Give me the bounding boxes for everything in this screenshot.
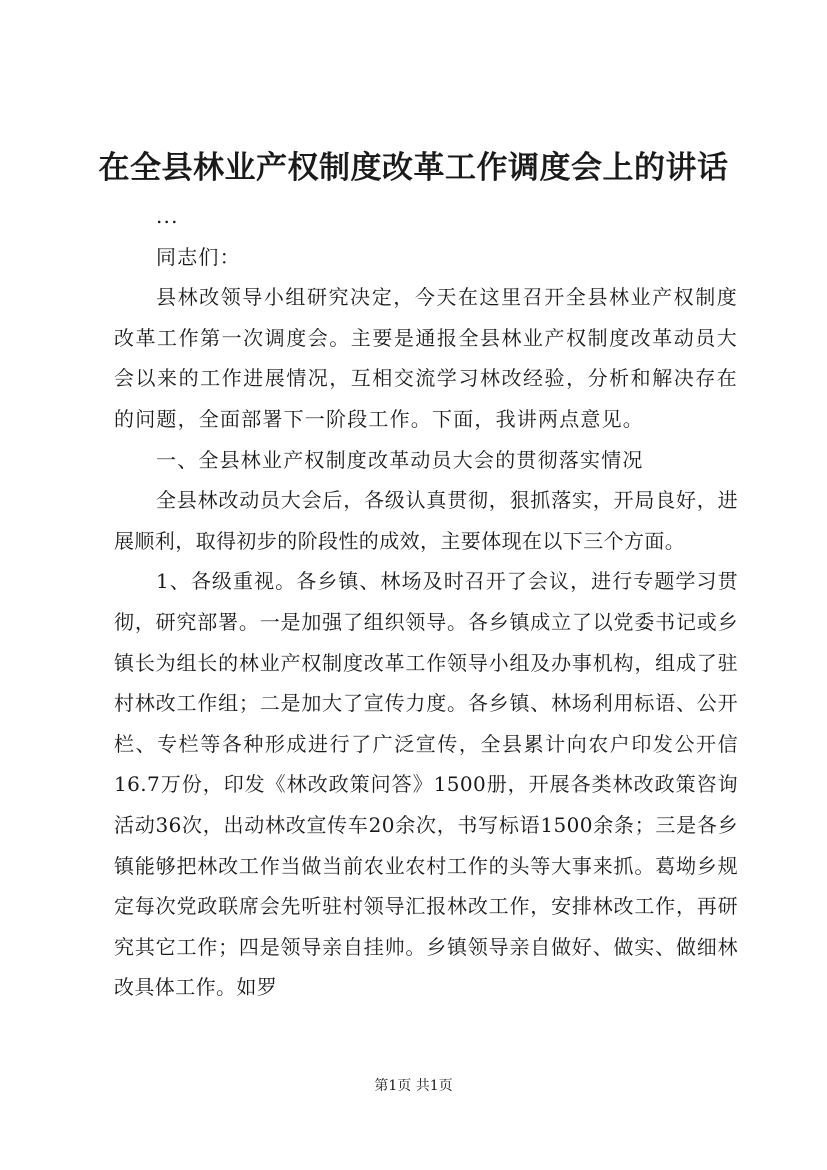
salutation: 同志们： [156,244,241,269]
paragraph-summary: 全县林改动员大会后，各级认真贯彻，狠抓落实，开局良好，进展顺利，取得初步的阶段性的成效，主要体现在以下三个方面。 [114,488,738,553]
paragraph-intro: 县林改领导小组研究决定，今天在这里召开全县林业产权制度改革工作第一次调度会。主要是通报全县林业产权制度改革动员大会以来的工作进展情况，互相交流学习林改经验，分析和解决存在的问题，全面部署下一阶段工作。下面，我讲两点意见。 [114,285,738,431]
paragraph-point-1: 1、各级重视。各乡镇、林场及时召开了会议，进行专题学习贯彻，研究部署。一是加强了组织领导。各乡镇成立了以党委书记或乡镇长为组长的林业产权制度改革工作领导小组及办事机构，组成了驻村林改工作组；二是加大了宣传力度。各乡镇、林场利用标语、公开栏、专栏等各种形成进行了广泛宣传，全县累计向农户印发公开信16.7万份，印发《林改政策问答》1500册，开展各类林改政策咨询活动36次，出动林改宣传车20余次，书写标语1500余条；三是各乡镇能够把林改工作当做当前农业农村工作的头等大事来抓。葛坳乡规定每次党政联席会先听驻村领导汇报林改工作，安排林改工作，再研究其它工作；四是领导亲自挂帅。乡镇领导亲自做好、做实、做细林改具体工作。如罗 [114,569,738,1000]
page-footer: 第1页 共1页 [374,1078,453,1094]
ellipsis-line: ... [156,204,179,228]
section-heading: 一、全县林业产权制度改革动员大会的贯彻落实情况 [156,447,644,472]
document-body [114,196,738,1008]
document-title: 在全县林业产权制度改革工作调度会上的讲话 [98,150,729,186]
